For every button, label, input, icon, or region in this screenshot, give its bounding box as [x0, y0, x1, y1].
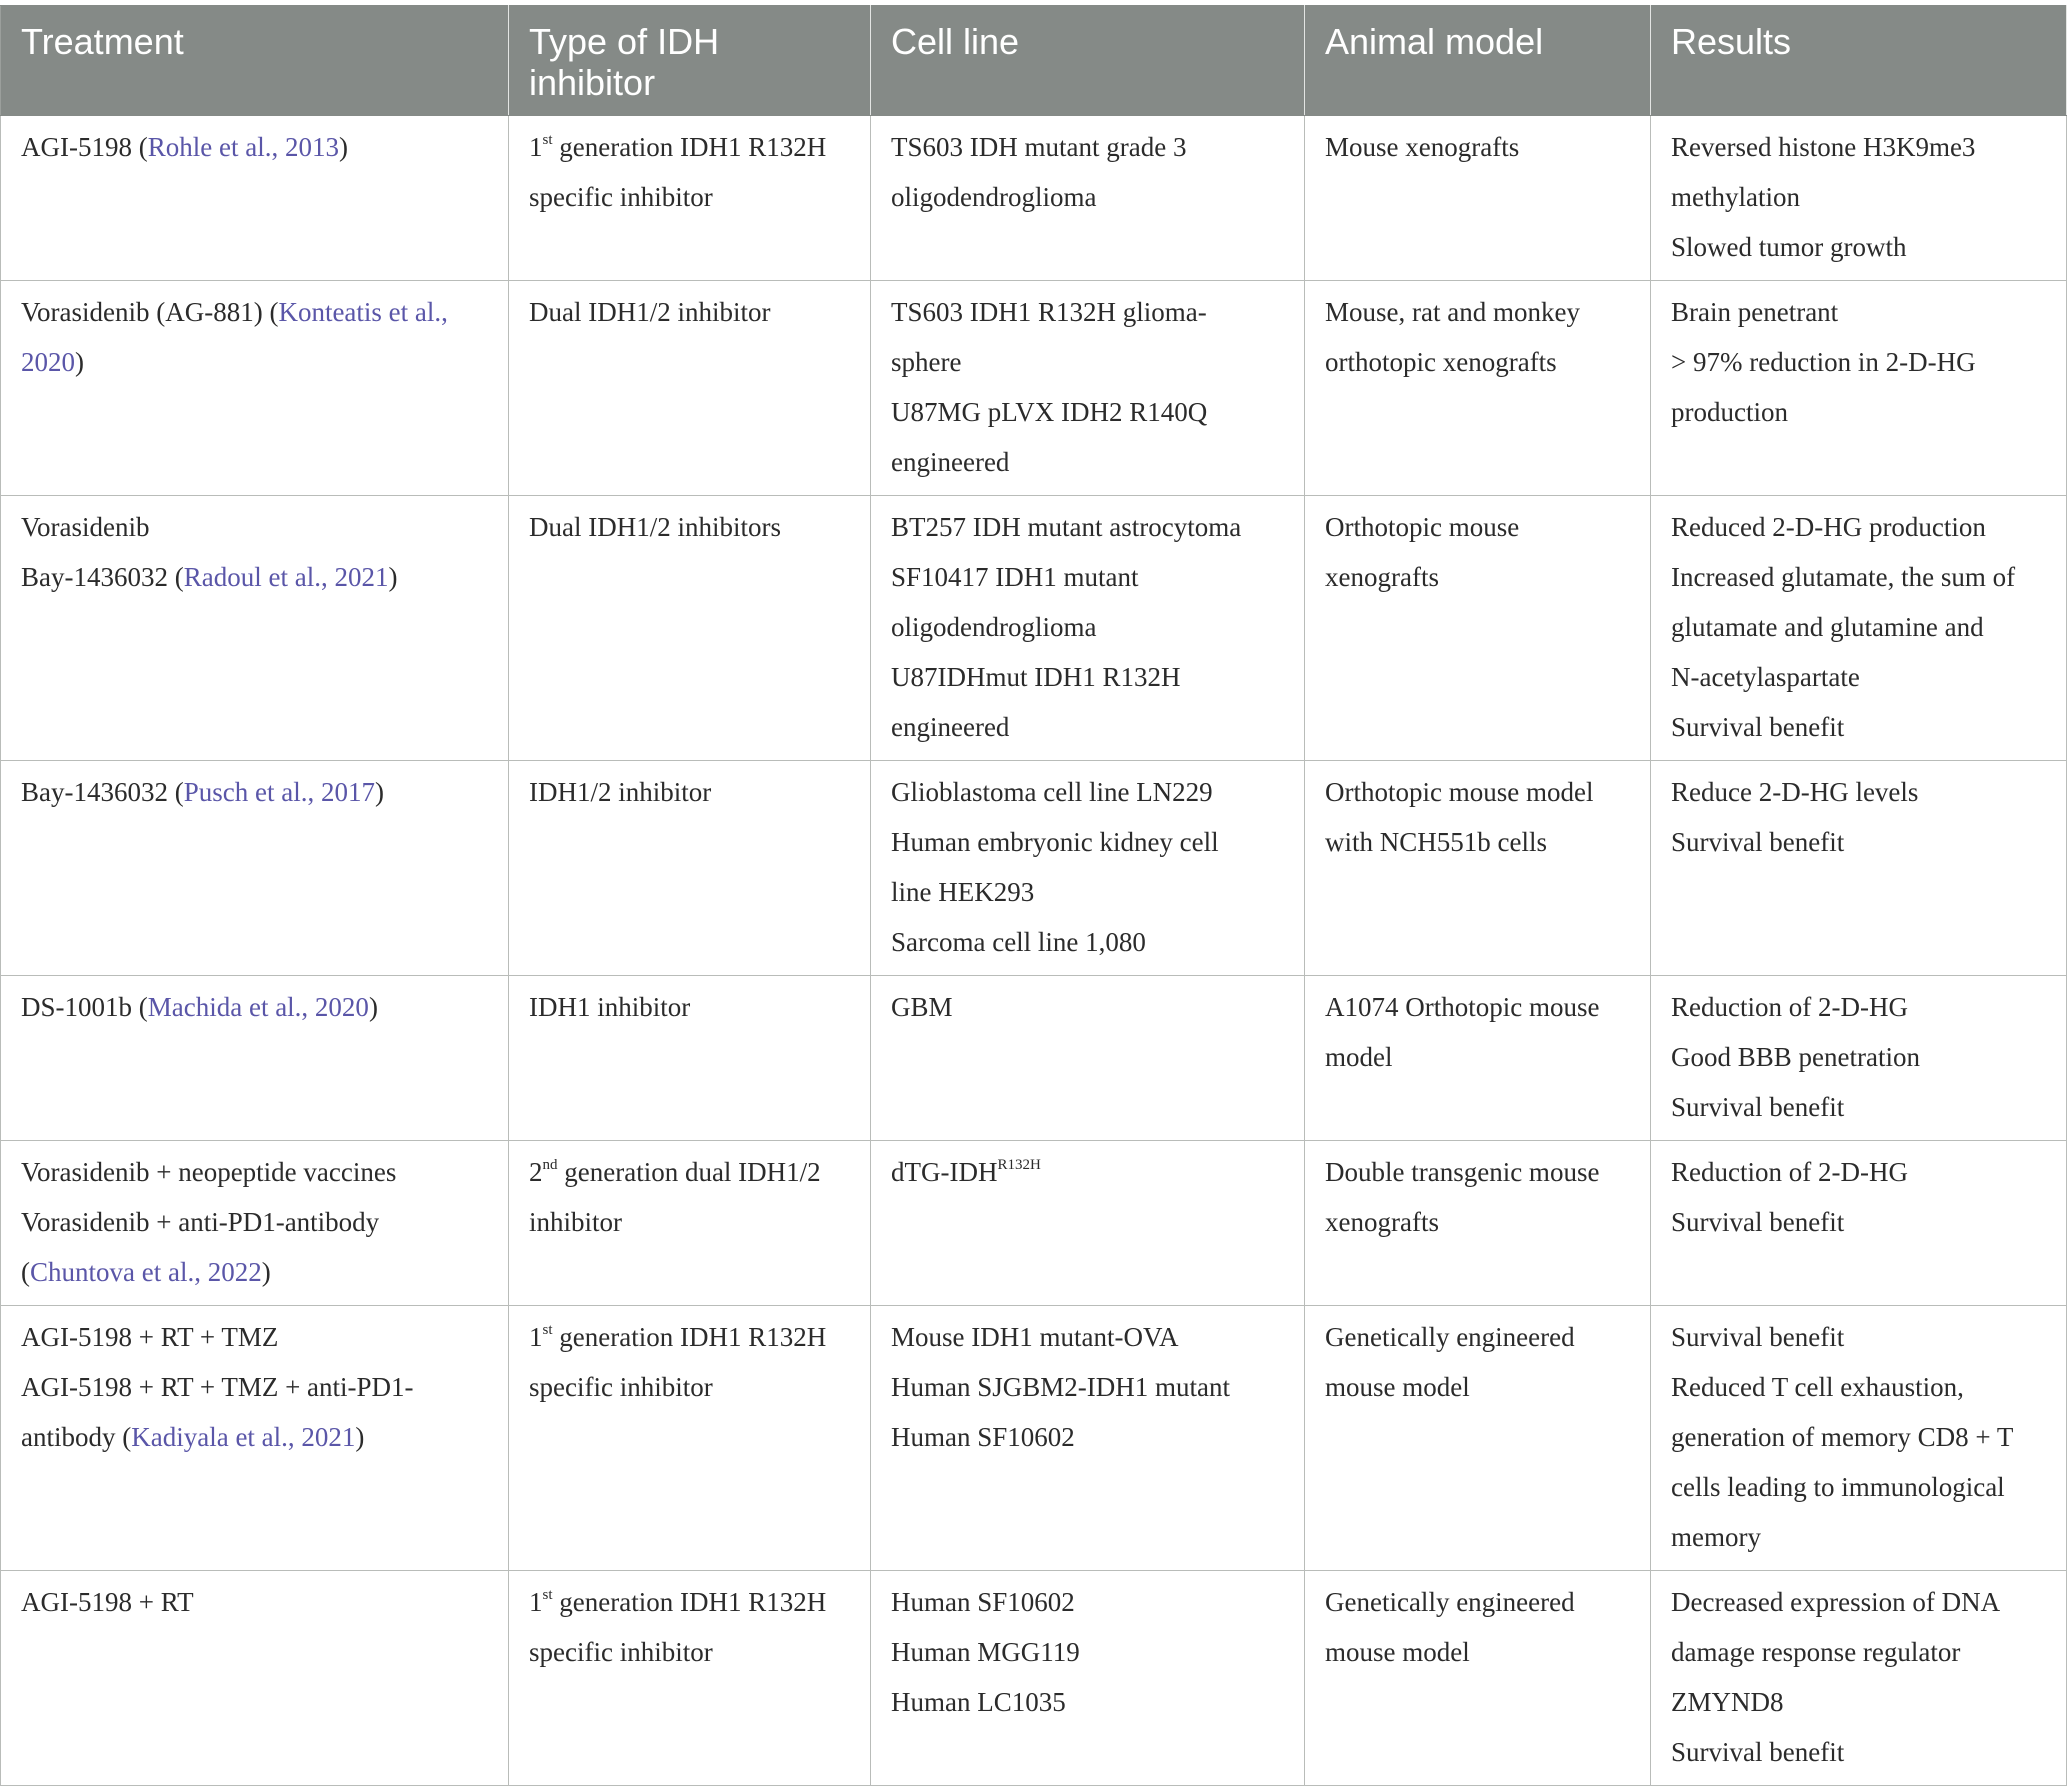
text-segment: production: [1671, 397, 1788, 427]
cell-text-line: [21, 122, 488, 172]
cell-text-line: [1325, 767, 1630, 817]
cell-text-line: [1671, 1727, 2046, 1777]
superscript-text: st: [542, 132, 553, 148]
treatment-cell: [1, 1571, 509, 1786]
text-segment: Human SF10602: [891, 1587, 1075, 1617]
cell-text-line: [1671, 1462, 2046, 1512]
cell-text-line: [891, 172, 1284, 222]
header-text-line: Treatment: [21, 21, 184, 62]
cell-text-line: [1671, 222, 2046, 272]
header-results: [1651, 6, 2067, 116]
text-segment: Survival benefit: [1671, 1207, 1845, 1237]
cell-text-line: [891, 387, 1284, 437]
cell-text-line: [1671, 337, 2046, 387]
cell-text-line: [529, 287, 850, 337]
citation-link[interactable]: Radoul et al., 2021: [183, 562, 389, 592]
table-row: [1, 496, 2067, 761]
cell-text-line: [529, 172, 850, 222]
animal-model-cell: [1305, 116, 1651, 281]
text-segment: Reduce 2-D-HG levels: [1671, 777, 1919, 807]
cell-text-line: [1325, 1032, 1630, 1082]
text-segment: Good BBB penetration: [1671, 1042, 1920, 1072]
text-segment: Vorasidenib + anti-PD1-antibody: [21, 1207, 380, 1237]
cell-text-line: [891, 1147, 1284, 1197]
cell-text-line: [1325, 552, 1630, 602]
text-segment: Decreased expression of DNA: [1671, 1587, 2001, 1617]
cell-text-line: [529, 502, 850, 552]
text-segment: IDH1 inhibitor: [529, 992, 691, 1022]
text-segment: ZMYND8: [1671, 1687, 1784, 1717]
cell-text-line: [891, 1627, 1284, 1677]
text-segment: Double transgenic mouse: [1325, 1157, 1600, 1187]
treatment-cell: [1, 1141, 509, 1306]
text-segment: Bay-1436032 (: [21, 562, 184, 592]
table-header-row: [1, 6, 2067, 116]
text-segment: xenografts: [1325, 1207, 1439, 1237]
table-body: [1, 116, 2067, 1786]
cell-text-line: [1325, 122, 1630, 172]
text-segment: (: [21, 1257, 30, 1287]
cell-text-line: [891, 502, 1284, 552]
text-segment: generation of memory CD8 + T: [1671, 1422, 2014, 1452]
text-segment: oligodendroglioma: [891, 182, 1097, 212]
text-segment: Genetically engineered: [1325, 1587, 1575, 1617]
text-segment: IDH1/2 inhibitor: [529, 777, 712, 807]
cell-text-line: [891, 817, 1284, 867]
results-cell: [1651, 116, 2067, 281]
cell-text-line: [529, 122, 850, 172]
text-segment: ): [75, 347, 84, 377]
cell-text-line: [891, 122, 1284, 172]
cell-text-line: [1671, 1677, 2046, 1727]
cell-text-line: [21, 767, 488, 817]
text-segment: ): [388, 562, 398, 592]
text-segment: Increased glutamate, the sum of: [1671, 562, 2016, 592]
text-segment: BT257 IDH mutant astrocytoma: [891, 512, 1242, 542]
cell-text-line: [1325, 1197, 1630, 1247]
text-segment: Reduced T cell exhaustion,: [1671, 1372, 1964, 1402]
text-segment: ): [374, 777, 384, 807]
text-segment: oligodendroglioma: [891, 612, 1097, 642]
cell-text-line: [1325, 337, 1630, 387]
treatment-cell: [1, 116, 509, 281]
text-segment: DS-1001b (: [21, 992, 148, 1022]
cell-line-cell: [871, 1306, 1305, 1571]
text-segment: dTG-IDH: [891, 1157, 998, 1187]
text-segment: Dual IDH1/2 inhibitor: [529, 297, 771, 327]
table-row: [1, 116, 2067, 281]
cell-text-line: [529, 982, 850, 1032]
cell-text-line: [21, 1362, 488, 1412]
text-segment: AGI-5198 + RT + TMZ + anti-PD1-: [21, 1372, 414, 1402]
citation-link[interactable]: Machida et al., 2020: [147, 992, 369, 1022]
header-text-line: Cell line: [891, 21, 1020, 62]
citation-link[interactable]: Kadiyala et al., 2021: [131, 1422, 356, 1452]
text-segment: A1074 Orthotopic mouse: [1325, 992, 1600, 1022]
cell-text-line: [529, 1312, 850, 1362]
citation-link[interactable]: Konteatis et al.,: [278, 297, 448, 327]
cell-text-line: [21, 1312, 488, 1362]
cell-text-line: [1671, 172, 2046, 222]
cell-text-line: [1671, 287, 2046, 337]
treatment-cell: [1, 1306, 509, 1571]
citation-link[interactable]: 2020: [21, 347, 75, 377]
idh-inhibitor-table: [0, 5, 2067, 1786]
animal-model-cell: [1305, 976, 1651, 1141]
cell-text-line: [1671, 502, 2046, 552]
results-cell: [1651, 1571, 2067, 1786]
cell-text-line: [529, 767, 850, 817]
cell-text-line: [1671, 1627, 2046, 1677]
superscript-text: nd: [542, 1157, 558, 1173]
cell-text-line: [1325, 1147, 1630, 1197]
inhibitor-type-cell: [509, 116, 871, 281]
cell-text-line: [529, 1577, 850, 1627]
header-text-line: Animal model: [1325, 21, 1544, 62]
superscript-text: st: [542, 1587, 553, 1603]
text-segment: Survival benefit: [1671, 1322, 1845, 1352]
text-segment: Sarcoma cell line 1,080: [891, 927, 1146, 957]
cell-line-cell: [871, 281, 1305, 496]
text-segment: Human SJGBM2-IDH1 mutant: [891, 1372, 1230, 1402]
text-segment: Brain penetrant: [1671, 297, 1839, 327]
text-segment: engineered: [891, 447, 1010, 477]
cell-text-line: [1671, 1197, 2046, 1247]
text-segment: N-acetylaspartate: [1671, 662, 1860, 692]
text-segment: Survival benefit: [1671, 1092, 1845, 1122]
cell-text-line: [1671, 652, 2046, 702]
text-segment: ): [338, 132, 348, 162]
text-segment: specific inhibitor: [529, 1372, 713, 1402]
animal-model-cell: [1305, 761, 1651, 976]
text-segment: generation dual IDH1/2: [557, 1157, 821, 1187]
cell-line-cell: [871, 496, 1305, 761]
cell-text-line: [1671, 1412, 2046, 1462]
superscript-text: st: [542, 1322, 553, 1338]
animal-model-cell: [1305, 496, 1651, 761]
cell-text-line: [21, 287, 488, 337]
text-segment: Glioblastoma cell line LN229: [891, 777, 1213, 807]
text-segment: AGI-5198 (: [21, 132, 148, 162]
animal-model-cell: [1305, 1571, 1651, 1786]
table-row: [1, 1571, 2067, 1786]
cell-line-cell: [871, 116, 1305, 281]
cell-text-line: [891, 602, 1284, 652]
text-segment: Mouse IDH1 mutant-OVA: [891, 1322, 1179, 1352]
cell-text-line: [21, 1412, 488, 1462]
text-segment: Reduction of 2-D-HG: [1671, 992, 1908, 1022]
text-segment: TS603 IDH mutant grade 3: [891, 132, 1187, 162]
treatment-cell: [1, 976, 509, 1141]
citation-link[interactable]: Rohle et al., 2013: [147, 132, 339, 162]
animal-model-cell: [1305, 281, 1651, 496]
text-segment: methylation: [1671, 182, 1800, 212]
cell-text-line: [891, 652, 1284, 702]
text-segment: with NCH551b cells: [1325, 827, 1547, 857]
text-segment: sphere: [891, 347, 962, 377]
text-segment: engineered: [891, 712, 1010, 742]
header-text-line: Type of IDH: [529, 21, 720, 62]
cell-text-line: [891, 767, 1284, 817]
cell-text-line: [891, 702, 1284, 752]
table-row: [1, 281, 2067, 496]
cell-text-line: [891, 1362, 1284, 1412]
header-text-line: Results: [1671, 21, 1792, 62]
text-segment: generation IDH1 R132H: [552, 1322, 827, 1352]
results-cell: [1651, 976, 2067, 1141]
cell-text-line: [529, 1197, 850, 1247]
text-segment: ): [368, 992, 378, 1022]
text-segment: specific inhibitor: [529, 182, 713, 212]
text-segment: Vorasidenib + neopeptide vaccines: [21, 1157, 397, 1187]
cell-text-line: [21, 337, 488, 387]
cell-text-line: [891, 867, 1284, 917]
text-segment: Orthotopic mouse model: [1325, 777, 1594, 807]
cell-text-line: [891, 982, 1284, 1032]
superscript-text: R132H: [997, 1157, 1041, 1173]
cell-text-line: [1325, 1312, 1630, 1362]
text-segment: antibody (: [21, 1422, 132, 1452]
text-segment: Human LC1035: [891, 1687, 1066, 1717]
cell-text-line: [1671, 552, 2046, 602]
citation-link[interactable]: Pusch et al., 2017: [183, 777, 375, 807]
header-treatment: [1, 6, 509, 116]
text-segment: Human SF10602: [891, 1422, 1075, 1452]
cell-text-line: [1671, 1312, 2046, 1362]
text-segment: AGI-5198 + RT + TMZ: [21, 1322, 279, 1352]
text-segment: Vorasidenib (AG-881) (: [21, 297, 279, 327]
inhibitor-type-cell: [509, 1141, 871, 1306]
cell-line-cell: [871, 976, 1305, 1141]
cell-text-line: [1325, 1577, 1630, 1627]
inhibitor-type-cell: [509, 1306, 871, 1571]
text-segment: Human MGG119: [891, 1637, 1080, 1667]
text-segment: damage response regulator: [1671, 1637, 1961, 1667]
cell-text-line: [891, 1577, 1284, 1627]
cell-text-line: [529, 1147, 850, 1197]
results-cell: [1651, 1141, 2067, 1306]
text-segment: AGI-5198 + RT: [21, 1587, 194, 1617]
text-segment: cells leading to immunological: [1671, 1472, 2005, 1502]
text-segment: Bay-1436032 (: [21, 777, 184, 807]
text-segment: mouse model: [1325, 1372, 1470, 1402]
cell-text-line: [1671, 982, 2046, 1032]
cell-text-line: [1671, 122, 2046, 172]
cell-text-line: [891, 1412, 1284, 1462]
cell-text-line: [1325, 1627, 1630, 1677]
text-segment: GBM: [891, 992, 953, 1022]
text-segment: xenografts: [1325, 562, 1439, 592]
text-segment: Vorasidenib: [21, 512, 150, 542]
text-segment: ): [261, 1257, 271, 1287]
cell-text-line: [891, 552, 1284, 602]
cell-text-line: [21, 502, 488, 552]
text-segment: glutamate and glutamine and: [1671, 612, 1984, 642]
table-row: [1, 1141, 2067, 1306]
citation-link[interactable]: Chuntova et al., 2022: [30, 1257, 262, 1287]
cell-text-line: [21, 982, 488, 1032]
header-text-line: inhibitor: [529, 62, 656, 103]
table-row: [1, 761, 2067, 976]
text-segment: ): [355, 1422, 365, 1452]
text-segment: Reversed histone H3K9me3: [1671, 132, 1976, 162]
header-animal-model: [1305, 6, 1651, 116]
cell-text-line: [1671, 1577, 2046, 1627]
text-segment: 2: [529, 1157, 543, 1187]
cell-text-line: [891, 1677, 1284, 1727]
results-cell: [1651, 761, 2067, 976]
cell-text-line: [891, 1312, 1284, 1362]
cell-text-line: [1325, 817, 1630, 867]
cell-text-line: [1671, 1032, 2046, 1082]
text-segment: Slowed tumor growth: [1671, 232, 1907, 262]
text-segment: Human embryonic kidney cell: [891, 827, 1219, 857]
text-segment: Reduced 2-D-HG production: [1671, 512, 1986, 542]
text-segment: Reduction of 2-D-HG: [1671, 1157, 1908, 1187]
text-segment: memory: [1671, 1522, 1761, 1552]
cell-text-line: [1671, 1512, 2046, 1562]
cell-text-line: [891, 437, 1284, 487]
text-segment: mouse model: [1325, 1637, 1470, 1667]
cell-text-line: [1671, 602, 2046, 652]
cell-text-line: [1671, 767, 2046, 817]
text-segment: Orthotopic mouse: [1325, 512, 1520, 542]
text-segment: 1: [529, 1322, 543, 1352]
cell-line-cell: [871, 761, 1305, 976]
cell-text-line: [21, 552, 488, 602]
cell-text-line: [1671, 817, 2046, 867]
text-segment: 1: [529, 1587, 543, 1617]
results-cell: [1651, 1306, 2067, 1571]
cell-text-line: [21, 1197, 488, 1247]
cell-text-line: [1671, 1147, 2046, 1197]
cell-text-line: [21, 1247, 488, 1297]
inhibitor-type-cell: [509, 281, 871, 496]
results-cell: [1651, 281, 2067, 496]
text-segment: Dual IDH1/2 inhibitors: [529, 512, 781, 542]
text-segment: line HEK293: [891, 877, 1035, 907]
text-segment: > 97% reduction in 2-D-HG: [1671, 347, 1976, 377]
cell-text-line: [1671, 1362, 2046, 1412]
animal-model-cell: [1305, 1306, 1651, 1571]
text-segment: generation IDH1 R132H: [552, 1587, 827, 1617]
header-inhibitor-type: [509, 6, 871, 116]
inhibitor-type-cell: [509, 976, 871, 1141]
treatment-cell: [1, 281, 509, 496]
cell-text-line: [529, 1362, 850, 1412]
text-segment: Mouse, rat and monkey: [1325, 297, 1580, 327]
cell-text-line: [1671, 1082, 2046, 1132]
text-segment: orthotopic xenografts: [1325, 347, 1557, 377]
text-segment: generation IDH1 R132H: [552, 132, 827, 162]
cell-text-line: [21, 1577, 488, 1627]
header-cell-line: [871, 6, 1305, 116]
treatment-cell: [1, 761, 509, 976]
text-segment: model: [1325, 1042, 1393, 1072]
cell-text-line: [891, 337, 1284, 387]
text-segment: U87IDHmut IDH1 R132H: [891, 662, 1181, 692]
text-segment: SF10417 IDH1 mutant: [891, 562, 1139, 592]
cell-text-line: [891, 287, 1284, 337]
cell-text-line: [21, 1147, 488, 1197]
results-cell: [1651, 496, 2067, 761]
table-row: [1, 1306, 2067, 1571]
text-segment: Genetically engineered: [1325, 1322, 1575, 1352]
table-row: [1, 976, 2067, 1141]
text-segment: inhibitor: [529, 1207, 622, 1237]
text-segment: specific inhibitor: [529, 1637, 713, 1667]
cell-text-line: [1671, 702, 2046, 752]
cell-text-line: [1325, 287, 1630, 337]
cell-line-cell: [871, 1571, 1305, 1786]
cell-text-line: [529, 1627, 850, 1677]
text-segment: 1: [529, 132, 543, 162]
animal-model-cell: [1305, 1141, 1651, 1306]
treatment-cell: [1, 496, 509, 761]
text-segment: Survival benefit: [1671, 712, 1845, 742]
text-segment: Mouse xenografts: [1325, 132, 1520, 162]
cell-line-cell: [871, 1141, 1305, 1306]
text-segment: Survival benefit: [1671, 827, 1845, 857]
inhibitor-type-cell: [509, 761, 871, 976]
text-segment: U87MG pLVX IDH2 R140Q: [891, 397, 1208, 427]
cell-text-line: [1325, 502, 1630, 552]
text-segment: TS603 IDH1 R132H glioma-: [891, 297, 1207, 327]
cell-text-line: [1325, 982, 1630, 1032]
inhibitor-type-cell: [509, 1571, 871, 1786]
cell-text-line: [891, 917, 1284, 967]
data-table-container: [0, 5, 2066, 1786]
inhibitor-type-cell: [509, 496, 871, 761]
cell-text-line: [1325, 1362, 1630, 1412]
text-segment: Survival benefit: [1671, 1737, 1845, 1767]
cell-text-line: [1671, 387, 2046, 437]
